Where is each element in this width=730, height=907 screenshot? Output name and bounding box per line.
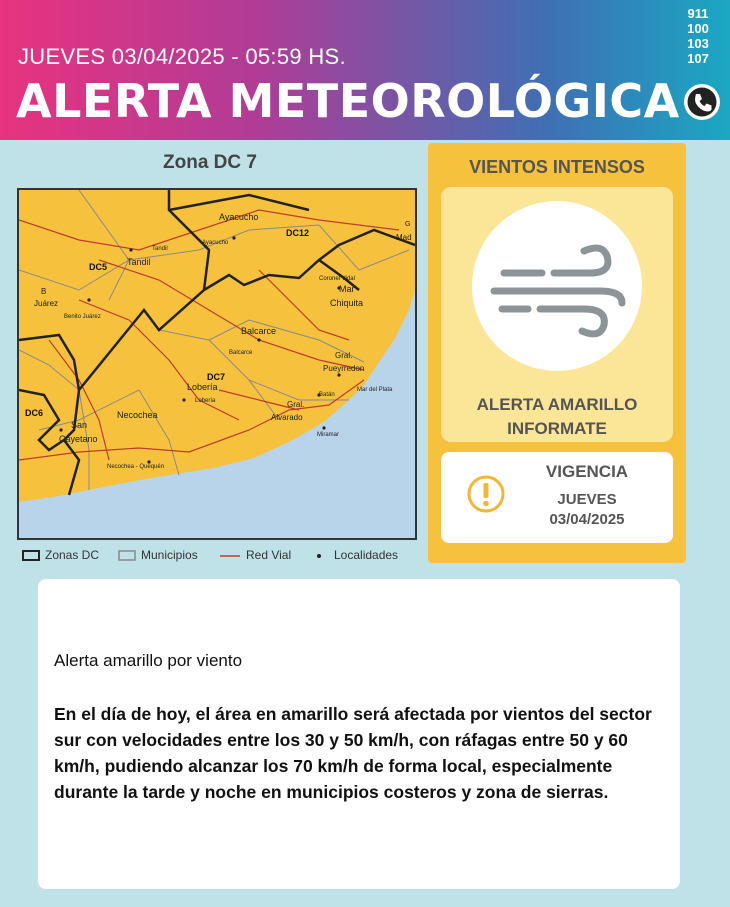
vigencia-day: JUEVES <box>557 491 617 508</box>
vigencia-box <box>441 452 673 543</box>
map-label-juarez: Juárez <box>34 299 59 308</box>
description-card <box>38 579 680 889</box>
legend-zonas: Zonas DC <box>45 548 100 562</box>
legend-zonas-swatch <box>22 550 40 561</box>
vigencia-date-block <box>517 490 657 530</box>
map-label-necochea: Necochea <box>117 410 158 420</box>
map-label-ayacucho: Ayacucho <box>219 212 259 222</box>
alert-level-text <box>441 393 673 441</box>
map-label-benito-juarez: Benito Juárez <box>64 314 101 320</box>
vigencia-title: VIGENCIA <box>545 462 629 481</box>
wind-icon <box>472 201 642 371</box>
map-label-madariaga: Mad <box>396 233 412 242</box>
legend-red-vial-swatch <box>220 554 240 558</box>
map-label-balcarce: Balcarce <box>241 326 277 336</box>
legend-municipios-swatch <box>118 550 136 561</box>
map-label-ayacucho-loc: Ayacucho <box>202 240 229 246</box>
map-label-san: San <box>71 420 88 430</box>
legend-municipios: Municipios <box>141 548 198 562</box>
exclamation-icon <box>466 474 506 514</box>
map-label-b: B <box>41 287 47 296</box>
sea-area <box>19 290 415 538</box>
map-label-chiquita: Chiquita <box>330 298 364 308</box>
description-body: En el día de hoy, el área en amarillo será afectada por vientos del sector sur con velocidades entre los 30 y 50 km/h, con ráfagas entre 50 y 60 km/h, pudiendo alcanzar los 70 km/h de forma local, especialmente durante la tarde y noche en municipios costeros y zona de sierras. <box>54 704 652 802</box>
map-label-gral-pueyrredon-2: Pueyrredon <box>323 364 365 373</box>
alert-map <box>17 188 417 540</box>
map-label-batan: Batán <box>319 392 335 398</box>
zone-label-dc5: DC5 <box>89 262 108 272</box>
zone-label-dc12: DC12 <box>286 228 310 238</box>
map-label-gral-alvarado-1: Gral. <box>287 400 305 409</box>
map-label-cayetano: Cayetano <box>59 434 98 444</box>
description-heading: Alerta amarillo por viento <box>54 651 243 670</box>
alert-level: ALERTA AMARILLO <box>476 395 638 414</box>
phone-number-911[interactable]: 911 <box>687 6 709 21</box>
map-svg <box>19 190 415 538</box>
map-label-loberia-loc: Lobería <box>195 398 216 404</box>
zone-title: Zona DC 7 <box>163 152 257 173</box>
map-label-balcarce-loc: Balcarce <box>229 350 253 356</box>
emergency-numbers <box>678 6 718 66</box>
legend-red-vial: Red Vial <box>246 548 292 562</box>
legend-localidades: Localidades <box>334 548 399 562</box>
phone-number-107[interactable]: 107 <box>687 51 709 66</box>
zone-label-dc6: DC6 <box>25 408 44 418</box>
alert-panel <box>428 143 686 563</box>
alert-informate[interactable]: INFORMATE <box>507 419 607 438</box>
legend-localidades-swatch <box>316 553 322 559</box>
map-label-tandil-loc: Tandil <box>152 246 168 252</box>
map-label-necochea-quequen: Necochea - Quequén <box>107 464 165 470</box>
map-label-miramar: Miramar <box>317 432 339 438</box>
map-label-loberia: Lobería <box>187 382 218 392</box>
map-label-tandil: Tandil <box>127 257 151 267</box>
alert-date: JUEVES 03/04/2025 - 05:59 HS. <box>18 44 346 69</box>
map-label-coronel-vidal: Coronel Vidal <box>319 276 355 282</box>
map-legend <box>20 546 420 566</box>
map-label-gral-alvarado-2: Alvarado <box>271 413 303 422</box>
hazard-card <box>441 187 673 442</box>
phone-number-100[interactable]: 100 <box>687 21 709 36</box>
header-banner <box>0 0 730 140</box>
map-label-g: G <box>405 221 411 228</box>
hazard-title: VIENTOS INTENSOS <box>469 157 645 177</box>
map-label-gral-pueyrredon-1: Gral. <box>335 351 353 360</box>
phone-number-103[interactable]: 103 <box>687 36 709 51</box>
map-label-mar-del-plata: Mar del Plata <box>357 387 393 393</box>
phone-icon[interactable] <box>682 82 722 122</box>
vigencia-date: 03/04/2025 <box>549 511 625 528</box>
wind-icon-circle <box>472 201 642 371</box>
zone-label-dc7: DC7 <box>207 372 226 382</box>
page-title: ALERTA METEOROLÓGICA <box>16 74 680 128</box>
map-label-mar: Mar <box>339 284 355 294</box>
